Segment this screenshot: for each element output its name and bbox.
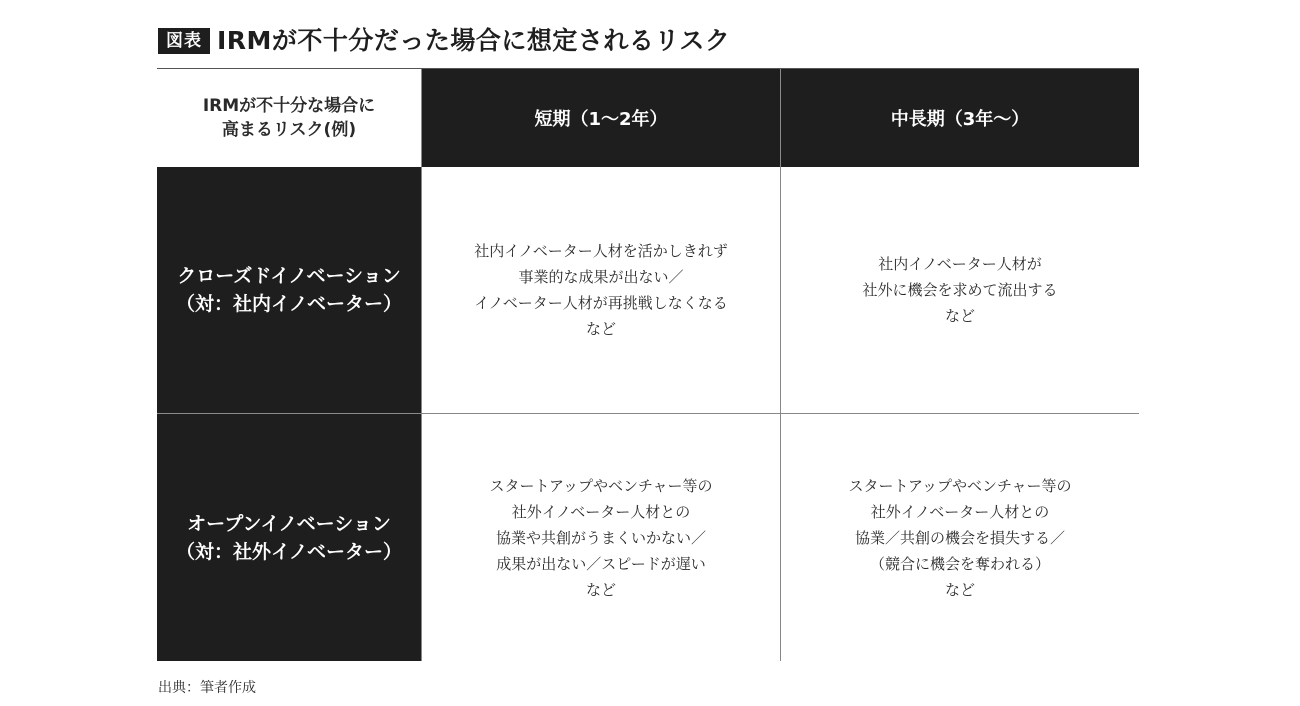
row-header-closed-innovation: クローズドイノベーション （対：社内イノベーター）: [157, 167, 421, 413]
source-note: 出典：筆者作成: [158, 680, 256, 696]
corner-header: IRMが不十分な場合に 高まるリスク(例): [157, 69, 421, 167]
cell-closed-mid-long-term: 社内イノベーター人材が 社外に機会を求めて流出する など: [780, 167, 1139, 413]
cell-open-mid-long-term: スタートアップやベンチャー等の 社外イノベーター人材との 協業／共創の機会を損失する／ （競合に機会を奪われる） など: [780, 413, 1139, 661]
column-header-mid-long-term: 中長期（3年〜）: [780, 69, 1139, 167]
column-header-short-term: 短期（1〜2年）: [421, 69, 780, 167]
row-header-open-innovation: オープンイノベーション （対：社外イノベーター）: [157, 413, 421, 661]
cell-closed-short-term: 社内イノベーター人材を活かしきれず 事業的な成果が出ない／ イノベーター人材が再挑戦しなくなる など: [421, 167, 780, 413]
figure-badge: 図表: [158, 28, 210, 54]
figure-title: IRMが不十分だった場合に想定されるリスク: [217, 26, 731, 55]
risk-table: [157, 68, 1139, 660]
figure-title-row: [158, 22, 730, 60]
cell-open-short-term: スタートアップやベンチャー等の 社外イノベーター人材との 協業や共創がうまくいかない／ 成果が出ない／スピードが遅い など: [421, 413, 780, 661]
